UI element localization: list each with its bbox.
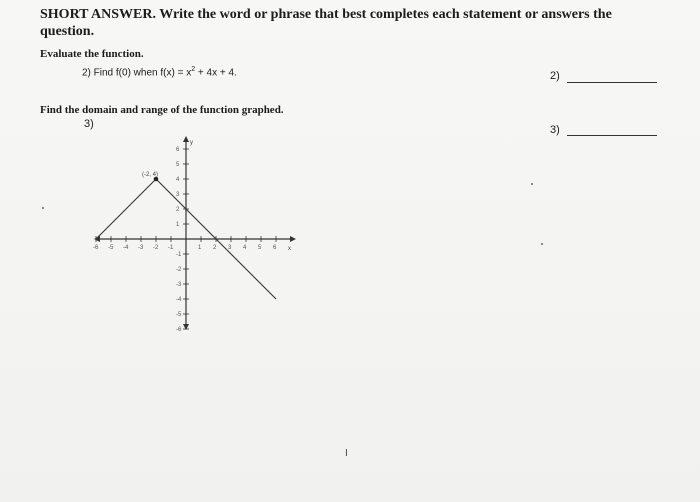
question-3-number: 3) xyxy=(84,118,94,130)
y-tick-label: 6 xyxy=(176,147,180,153)
footer-mark: I xyxy=(345,448,348,459)
answer-2-line[interactable] xyxy=(567,82,657,83)
x-tick-label: -6 xyxy=(93,245,99,251)
y-tick-label: 4 xyxy=(176,177,180,183)
instructions-text: Write the word or phrase that best completes each statement or answers the question. xyxy=(40,7,612,39)
function-graph xyxy=(92,134,297,334)
instructions-header xyxy=(40,6,640,40)
y-tick-label: 1 xyxy=(176,222,180,228)
y-tick-label: 2 xyxy=(176,207,180,213)
speck xyxy=(531,183,533,185)
x-tick-label: -3 xyxy=(138,245,144,251)
vertex-label: (-2, 4) xyxy=(142,172,159,178)
answer-3-label: 3) xyxy=(550,124,560,136)
y-tick-label: 5 xyxy=(176,162,180,168)
question-2-exponent: 2 xyxy=(191,66,196,73)
x-tick-label: -2 xyxy=(153,245,159,251)
question-2 xyxy=(82,66,237,78)
y-tick-label: -5 xyxy=(176,312,182,318)
x-tick-label: -4 xyxy=(123,245,129,251)
y-tick-label: -3 xyxy=(176,282,182,288)
question-2-suffix: + 4x + 4. xyxy=(195,67,237,79)
speck xyxy=(42,207,44,209)
x-tick-label: -5 xyxy=(108,245,114,251)
graph-ticks xyxy=(93,147,277,333)
x-axis-arrow xyxy=(290,236,296,242)
x-tick-label: 1 xyxy=(198,245,202,251)
speck xyxy=(541,243,543,245)
x-axis-arrow-left xyxy=(94,236,100,242)
x-tick-label: 6 xyxy=(273,245,277,251)
answer-3-line[interactable] xyxy=(567,135,657,136)
x-tick-label: -1 xyxy=(168,245,174,251)
y-tick-label: -2 xyxy=(176,267,182,273)
section-heading-evaluate: Evaluate the function. xyxy=(40,48,144,60)
x-tick-label: 2 xyxy=(213,245,217,251)
x-axis-label: x xyxy=(288,246,291,252)
y-axis-label: y xyxy=(190,140,193,146)
y-tick-label: -4 xyxy=(176,297,182,303)
y-tick-label: -6 xyxy=(176,327,182,333)
x-tick-label: 3 xyxy=(228,245,232,251)
y-axis-arrow xyxy=(183,136,189,142)
question-2-prefix: 2) Find f(0) when f(x) = x xyxy=(82,67,192,79)
y-tick-label: 3 xyxy=(176,192,180,198)
y-tick-label: -1 xyxy=(176,252,182,258)
x-tick-label: 4 xyxy=(243,245,247,251)
x-tick-label: 5 xyxy=(258,245,262,251)
graph-axes xyxy=(94,136,296,330)
answer-2-label: 2) xyxy=(550,70,560,82)
instructions-title: SHORT ANSWER. xyxy=(40,7,156,22)
section-heading-domain-range: Find the domain and range of the function graphed. xyxy=(40,104,284,116)
